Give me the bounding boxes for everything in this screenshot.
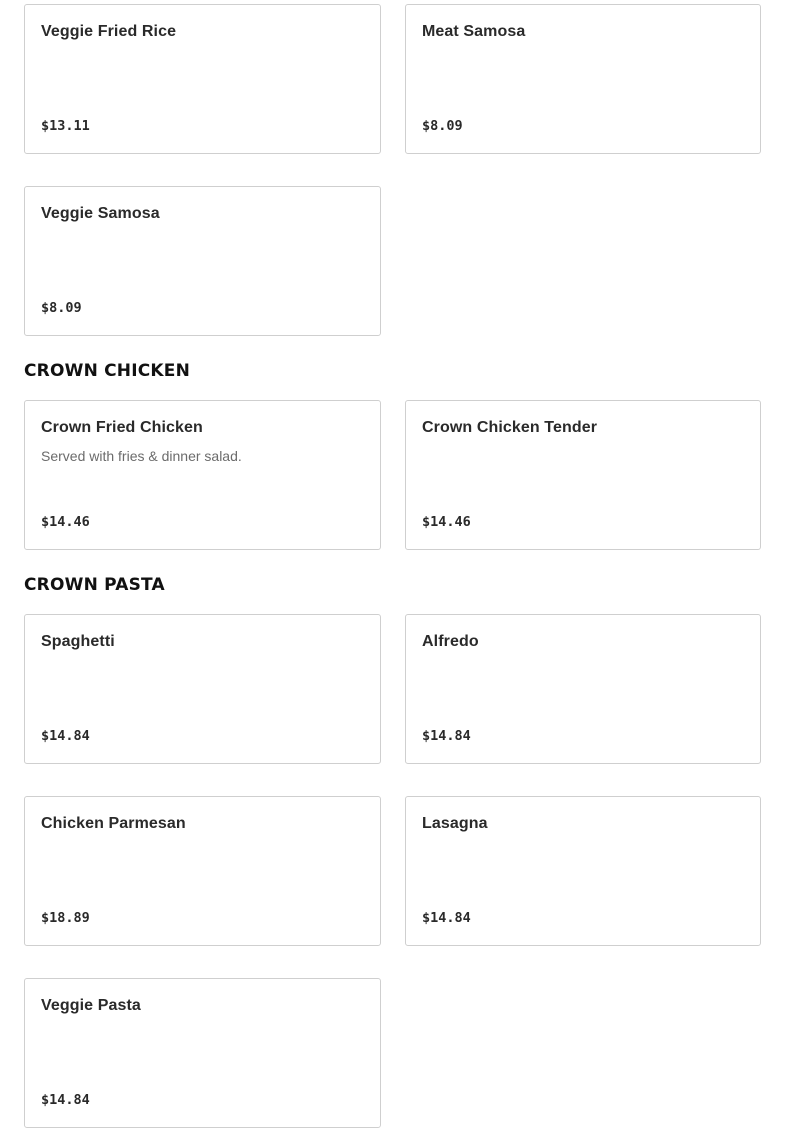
menu-item-name: Crown Fried Chicken [41,419,203,436]
menu-item-card[interactable] [24,400,381,550]
menu-item-price: $14.46 [41,514,90,530]
menu-item-card[interactable] [405,4,761,154]
menu-item-price: $8.09 [422,118,463,134]
menu-item-card[interactable] [24,978,381,1128]
menu-item-price: $14.84 [422,910,471,926]
menu-item-name: Lasagna [422,815,488,832]
menu-item-name: Veggie Pasta [41,997,141,1014]
menu-item-name: Spaghetti [41,633,115,650]
section-heading: CROWN CHICKEN [24,361,191,381]
menu-item-card[interactable] [24,186,381,336]
menu-item-name: Alfredo [422,633,479,650]
menu-item-price: $13.11 [41,118,90,134]
menu-item-description: Served with fries & dinner salad. [41,448,242,464]
menu-item-price: $18.89 [41,910,90,926]
menu-item-card[interactable] [24,796,381,946]
menu-item-name: Veggie Samosa [41,205,160,222]
menu-item-card[interactable] [24,4,381,154]
menu-item-price: $8.09 [41,300,82,316]
menu-item-card[interactable] [405,614,761,764]
menu-item-price: $14.46 [422,514,471,530]
menu-item-price: $14.84 [41,728,90,744]
menu-item-price: $14.84 [41,1092,90,1108]
menu-item-card[interactable] [24,614,381,764]
section-heading: CROWN PASTA [24,575,165,595]
menu-item-name: Veggie Fried Rice [41,23,177,40]
menu-item-price: $14.84 [422,728,471,744]
menu-item-name: Meat Samosa [422,23,526,40]
menu-item-name: Crown Chicken Tender [422,419,598,436]
menu-item-card[interactable] [405,400,761,550]
menu-item-card[interactable] [405,796,761,946]
menu-item-name: Chicken Parmesan [41,815,186,832]
